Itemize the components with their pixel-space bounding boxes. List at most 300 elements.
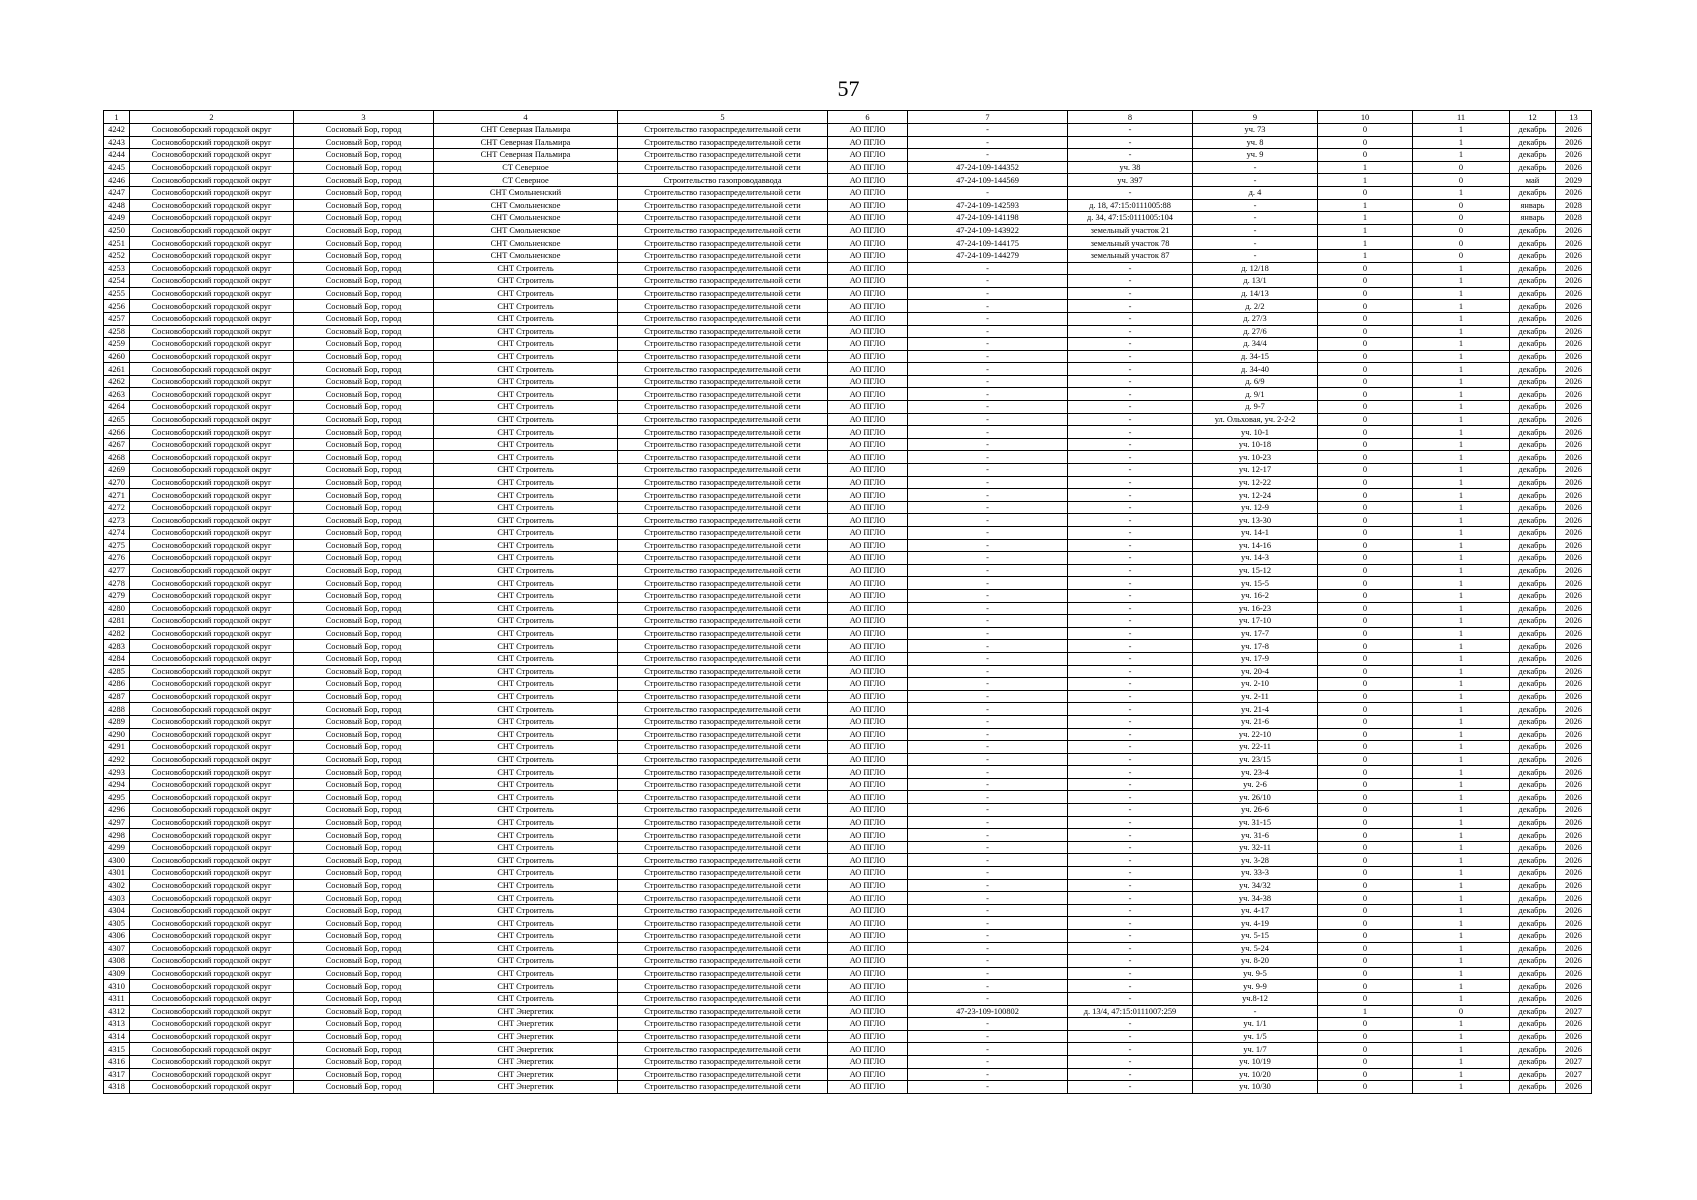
table-cell: 0 (1318, 778, 1413, 791)
table-cell: СНТ Смольненское (434, 224, 618, 237)
table-cell: - (908, 275, 1068, 288)
table-cell: - (908, 539, 1068, 552)
table-cell: 4268 (104, 451, 130, 464)
table-cell: уч. 14-16 (1193, 539, 1318, 552)
table-cell: - (1068, 275, 1193, 288)
table-cell: Сосновый Бор, город (294, 930, 434, 943)
table-cell: Строительство газораспределительной сети (618, 615, 828, 628)
table-cell: 1 (1413, 867, 1510, 880)
table-cell: 1 (1413, 942, 1510, 955)
table-cell: - (908, 1068, 1068, 1081)
table-cell: 2026 (1556, 413, 1592, 426)
table-cell: декабрь (1510, 1018, 1556, 1031)
table-cell: Сосновый Бор, город (294, 741, 434, 754)
table-cell: 2026 (1556, 325, 1592, 338)
table-cell: 4304 (104, 904, 130, 917)
table-cell: - (1193, 1005, 1318, 1018)
table-cell: АО ПГЛО (828, 1081, 908, 1094)
table-cell: Сосновый Бор, город (294, 1030, 434, 1043)
table-cell: 1 (1413, 325, 1510, 338)
column-header-7: 7 (908, 111, 1068, 124)
table-cell: 1 (1413, 753, 1510, 766)
table-cell: Сосновый Бор, город (294, 955, 434, 968)
table-cell: АО ПГЛО (828, 212, 908, 225)
table-cell: д. 13/1 (1193, 275, 1318, 288)
table-cell: АО ПГЛО (828, 174, 908, 187)
table-cell: - (1068, 124, 1193, 137)
table-cell: 1 (1413, 300, 1510, 313)
table-cell: 0 (1318, 879, 1413, 892)
table-cell: 0 (1318, 1068, 1413, 1081)
table-row (104, 312, 1592, 325)
table-cell: Сосновый Бор, город (294, 652, 434, 665)
table-cell: - (908, 741, 1068, 754)
table-cell: СНТ Строитель (434, 879, 618, 892)
table-cell: - (908, 980, 1068, 993)
table-cell: 4303 (104, 892, 130, 905)
table-cell: Строительство газораспределительной сети (618, 489, 828, 502)
table-cell: АО ПГЛО (828, 778, 908, 791)
table-cell: АО ПГЛО (828, 464, 908, 477)
table-cell: - (1068, 312, 1193, 325)
table-cell: 2026 (1556, 401, 1592, 414)
table-cell: Сосновый Бор, город (294, 867, 434, 880)
table-cell: - (1068, 854, 1193, 867)
table-cell: уч. 22-11 (1193, 741, 1318, 754)
table-cell: 0 (1413, 237, 1510, 250)
table-cell: 4311 (104, 992, 130, 1005)
table-cell: АО ПГЛО (828, 224, 908, 237)
table-cell: Строительство газораспределительной сети (618, 237, 828, 250)
table-cell: 2027 (1556, 1005, 1592, 1018)
table-cell: Сосновоборский городской округ (130, 149, 294, 162)
table-cell: 2026 (1556, 539, 1592, 552)
table-cell: СНТ Строитель (434, 388, 618, 401)
table-cell: Сосновый Бор, город (294, 174, 434, 187)
table-cell: - (908, 728, 1068, 741)
table-cell: 1 (1413, 904, 1510, 917)
table-cell: 4242 (104, 124, 130, 137)
table-cell: АО ПГЛО (828, 199, 908, 212)
table-cell: д. 34-40 (1193, 363, 1318, 376)
table-row (104, 892, 1592, 905)
table-cell: Строительство газораспределительной сети (618, 942, 828, 955)
table-cell: уч. 38 (1068, 161, 1193, 174)
table-cell: 0 (1413, 161, 1510, 174)
table-cell: - (908, 766, 1068, 779)
table-cell: Строительство газораспределительной сети (618, 1030, 828, 1043)
table-cell: декабрь (1510, 161, 1556, 174)
table-cell: декабрь (1510, 438, 1556, 451)
table-cell: 1 (1413, 804, 1510, 817)
table-cell: 0 (1318, 615, 1413, 628)
table-cell: СНТ Строитель (434, 312, 618, 325)
table-cell: Сосновоборский городской округ (130, 388, 294, 401)
table-cell: СНТ Строитель (434, 753, 618, 766)
table-cell: 0 (1318, 325, 1413, 338)
table-row (104, 917, 1592, 930)
table-cell: 0 (1413, 249, 1510, 262)
table-cell: АО ПГЛО (828, 401, 908, 414)
table-cell: - (1068, 1030, 1193, 1043)
table-cell: 1 (1413, 338, 1510, 351)
table-cell: 4286 (104, 678, 130, 691)
table-cell: Строительство газораспределительной сети (618, 124, 828, 137)
table-cell: СНТ Строитель (434, 804, 618, 817)
table-cell: декабрь (1510, 564, 1556, 577)
table-cell: АО ПГЛО (828, 753, 908, 766)
table-cell: 1 (1413, 602, 1510, 615)
table-cell: 2026 (1556, 589, 1592, 602)
table-cell: Строительство газораспределительной сети (618, 186, 828, 199)
table-cell: - (1068, 287, 1193, 300)
table-row (104, 401, 1592, 414)
table-cell: Сосновый Бор, город (294, 552, 434, 565)
table-row (104, 564, 1592, 577)
table-cell: 2026 (1556, 224, 1592, 237)
table-row (104, 602, 1592, 615)
table-cell: - (908, 476, 1068, 489)
table-cell: декабрь (1510, 1068, 1556, 1081)
table-cell: - (908, 438, 1068, 451)
table-cell: декабрь (1510, 249, 1556, 262)
table-cell: уч. 17-9 (1193, 652, 1318, 665)
table-cell: 4300 (104, 854, 130, 867)
table-cell: - (1068, 325, 1193, 338)
table-cell: 0 (1318, 917, 1413, 930)
table-cell: 1 (1413, 917, 1510, 930)
table-cell: - (1068, 413, 1193, 426)
table-cell: Сосновоборский городской округ (130, 1068, 294, 1081)
table-row (104, 577, 1592, 590)
table-cell: СНТ Строитель (434, 829, 618, 842)
table-row (104, 867, 1592, 880)
table-cell: 0 (1318, 464, 1413, 477)
table-row (104, 904, 1592, 917)
table-cell: 0 (1318, 728, 1413, 741)
table-cell: Сосновоборский городской округ (130, 577, 294, 590)
table-cell: Сосновый Бор, город (294, 879, 434, 892)
table-cell: 1 (1413, 388, 1510, 401)
table-cell: Строительство газораспределительной сети (618, 275, 828, 288)
table-cell: д. 12/18 (1193, 262, 1318, 275)
table-cell: 47-23-109-100802 (908, 1005, 1068, 1018)
table-cell: СНТ Строитель (434, 741, 618, 754)
table-cell: - (1068, 300, 1193, 313)
table-cell: 0 (1318, 930, 1413, 943)
table-row (104, 338, 1592, 351)
table-cell: декабрь (1510, 275, 1556, 288)
table-cell: Сосновоборский городской округ (130, 312, 294, 325)
table-cell: 4285 (104, 665, 130, 678)
table-cell: 4275 (104, 539, 130, 552)
table-row (104, 930, 1592, 943)
table-cell: 2026 (1556, 338, 1592, 351)
table-cell: СНТ Смольненское (434, 237, 618, 250)
table-cell: уч. 31-15 (1193, 816, 1318, 829)
table-cell: 0 (1318, 1043, 1413, 1056)
table-cell: 1 (1413, 451, 1510, 464)
table-cell: уч. 5-15 (1193, 930, 1318, 943)
table-cell: Сосновоборский городской округ (130, 715, 294, 728)
table-cell: декабрь (1510, 967, 1556, 980)
table-cell: Строительство газораспределительной сети (618, 589, 828, 602)
table-cell: Сосновоборский городской округ (130, 1043, 294, 1056)
table-cell: 1 (1413, 766, 1510, 779)
table-row (104, 829, 1592, 842)
table-cell: Сосновоборский городской округ (130, 703, 294, 716)
table-cell: АО ПГЛО (828, 854, 908, 867)
table-cell: СНТ Строитель (434, 904, 618, 917)
table-cell: АО ПГЛО (828, 161, 908, 174)
table-cell: Строительство газораспределительной сети (618, 464, 828, 477)
table-cell: АО ПГЛО (828, 804, 908, 817)
table-cell: СНТ Строитель (434, 917, 618, 930)
table-row (104, 640, 1592, 653)
table-cell: Сосновоборский городской округ (130, 564, 294, 577)
table-row (104, 287, 1592, 300)
table-row (104, 464, 1592, 477)
table-cell: 1 (1413, 892, 1510, 905)
table-cell: Сосновый Бор, город (294, 350, 434, 363)
table-cell: АО ПГЛО (828, 955, 908, 968)
table-cell: - (908, 312, 1068, 325)
table-cell: декабрь (1510, 904, 1556, 917)
table-cell: Сосновоборский городской округ (130, 262, 294, 275)
table-cell: декабрь (1510, 464, 1556, 477)
table-cell: 0 (1318, 627, 1413, 640)
column-header-4: 4 (434, 111, 618, 124)
table-cell: Сосновоборский городской округ (130, 363, 294, 376)
table-cell: 1 (1413, 552, 1510, 565)
table-cell: СНТ Строитель (434, 967, 618, 980)
table-cell: АО ПГЛО (828, 728, 908, 741)
table-cell: Сосновоборский городской округ (130, 237, 294, 250)
table-cell: декабрь (1510, 665, 1556, 678)
table-cell: - (908, 678, 1068, 691)
table-row (104, 438, 1592, 451)
table-cell: 1 (1413, 1018, 1510, 1031)
table-cell: 2026 (1556, 967, 1592, 980)
column-header-8: 8 (1068, 111, 1193, 124)
table-cell: Строительство газораспределительной сети (618, 665, 828, 678)
table-cell: - (1068, 1068, 1193, 1081)
table-cell: - (908, 501, 1068, 514)
table-cell: Строительство газораспределительной сети (618, 262, 828, 275)
table-cell: 0 (1318, 816, 1413, 829)
table-cell: - (908, 1081, 1068, 1094)
table-cell: - (1068, 1018, 1193, 1031)
table-cell: 4317 (104, 1068, 130, 1081)
table-cell: 2026 (1556, 124, 1592, 137)
table-cell: СНТ Северная Пальмира (434, 124, 618, 137)
table-cell: 0 (1413, 174, 1510, 187)
data-table (103, 110, 1592, 1094)
table-cell: АО ПГЛО (828, 149, 908, 162)
table-cell: Сосновый Бор, город (294, 451, 434, 464)
table-cell: 1 (1413, 149, 1510, 162)
table-cell: 2026 (1556, 237, 1592, 250)
table-cell: Строительство газораспределительной сети (618, 1055, 828, 1068)
column-header-6: 6 (828, 111, 908, 124)
table-cell: Сосновый Бор, город (294, 464, 434, 477)
table-cell: 1 (1413, 816, 1510, 829)
table-cell: Сосновоборский городской округ (130, 552, 294, 565)
table-cell: Строительство газораспределительной сети (618, 451, 828, 464)
table-cell: Сосновый Бор, город (294, 212, 434, 225)
table-cell: уч. 31-6 (1193, 829, 1318, 842)
table-cell: - (1068, 930, 1193, 943)
table-row (104, 615, 1592, 628)
table-cell: - (1068, 489, 1193, 502)
table-cell: 0 (1318, 350, 1413, 363)
table-row (104, 665, 1592, 678)
table-row (104, 413, 1592, 426)
table-cell: СНТ Энергетик (434, 1068, 618, 1081)
table-cell: Сосновоборский городской округ (130, 892, 294, 905)
table-cell: 2026 (1556, 980, 1592, 993)
table-cell: 4246 (104, 174, 130, 187)
table-cell: декабрь (1510, 640, 1556, 653)
table-cell: уч. 8 (1193, 136, 1318, 149)
table-row (104, 388, 1592, 401)
table-cell: 0 (1318, 854, 1413, 867)
table-cell: Строительство газораспределительной сети (618, 715, 828, 728)
table-cell: 4316 (104, 1055, 130, 1068)
table-cell: уч. 9-9 (1193, 980, 1318, 993)
table-cell: СНТ Строитель (434, 350, 618, 363)
table-cell: 2026 (1556, 1043, 1592, 1056)
table-cell: Сосновоборский городской округ (130, 955, 294, 968)
table-cell: Сосновый Бор, город (294, 514, 434, 527)
table-cell: Строительство газораспределительной сети (618, 753, 828, 766)
table-cell: - (908, 262, 1068, 275)
table-cell: - (908, 136, 1068, 149)
table-cell: 4290 (104, 728, 130, 741)
table-cell: 0 (1318, 690, 1413, 703)
table-cell: - (1068, 942, 1193, 955)
table-row (104, 942, 1592, 955)
table-cell: декабрь (1510, 804, 1556, 817)
table-cell: Сосновоборский городской округ (130, 841, 294, 854)
table-cell: 4264 (104, 401, 130, 414)
table-cell: 0 (1318, 527, 1413, 540)
table-cell: АО ПГЛО (828, 275, 908, 288)
table-cell: - (908, 804, 1068, 817)
table-cell: 0 (1318, 652, 1413, 665)
table-cell: - (1068, 375, 1193, 388)
table-cell: - (908, 489, 1068, 502)
column-header-12: 12 (1510, 111, 1556, 124)
table-cell: 4281 (104, 615, 130, 628)
table-cell: Сосновоборский городской округ (130, 426, 294, 439)
table-cell: Сосновый Бор, город (294, 401, 434, 414)
column-header-9: 9 (1193, 111, 1318, 124)
table-cell: 2026 (1556, 476, 1592, 489)
table-cell: Сосновоборский городской округ (130, 791, 294, 804)
table-cell: 0 (1318, 489, 1413, 502)
table-cell: 2026 (1556, 867, 1592, 880)
table-cell: 2026 (1556, 602, 1592, 615)
table-cell: 2026 (1556, 426, 1592, 439)
table-cell: СТ Северное (434, 161, 618, 174)
table-cell: 4256 (104, 300, 130, 313)
table-cell: СНТ Энергетик (434, 1081, 618, 1094)
table-cell: АО ПГЛО (828, 363, 908, 376)
table-cell: уч. 10/19 (1193, 1055, 1318, 1068)
table-cell: Сосновоборский городской округ (130, 992, 294, 1005)
table-cell: - (908, 552, 1068, 565)
table-cell: уч. 73 (1193, 124, 1318, 137)
table-cell: Строительство газораспределительной сети (618, 1043, 828, 1056)
table-cell: 0 (1318, 577, 1413, 590)
table-cell: - (908, 426, 1068, 439)
table-cell: 0 (1318, 539, 1413, 552)
table-cell: Строительство газораспределительной сети (618, 199, 828, 212)
table-cell: декабрь (1510, 917, 1556, 930)
table-cell: Строительство газораспределительной сети (618, 161, 828, 174)
table-cell: уч. 10/30 (1193, 1081, 1318, 1094)
table-cell: декабрь (1510, 426, 1556, 439)
table-cell: Сосновый Бор, город (294, 728, 434, 741)
table-cell: Сосновоборский городской округ (130, 829, 294, 842)
table-cell: 2026 (1556, 1030, 1592, 1043)
table-cell: 4308 (104, 955, 130, 968)
table-cell: 0 (1318, 1030, 1413, 1043)
table-cell: АО ПГЛО (828, 741, 908, 754)
table-cell: Сосновый Бор, город (294, 149, 434, 162)
table-row (104, 237, 1592, 250)
table-cell: 0 (1318, 804, 1413, 817)
table-cell: декабрь (1510, 124, 1556, 137)
table-cell: - (908, 753, 1068, 766)
table-cell: 2026 (1556, 665, 1592, 678)
table-cell: Строительство газораспределительной сети (618, 413, 828, 426)
table-cell: 2026 (1556, 615, 1592, 628)
table-cell: АО ПГЛО (828, 1055, 908, 1068)
table-cell: май (1510, 174, 1556, 187)
table-cell: 1 (1413, 438, 1510, 451)
table-cell: Строительство газораспределительной сети (618, 627, 828, 640)
table-cell: 4247 (104, 186, 130, 199)
table-cell: - (1068, 627, 1193, 640)
table-cell: 2028 (1556, 212, 1592, 225)
table-cell: декабрь (1510, 338, 1556, 351)
table-cell: 1 (1413, 1055, 1510, 1068)
table-cell: - (908, 350, 1068, 363)
table-cell: 1 (1413, 703, 1510, 716)
table-cell: Сосновый Бор, город (294, 186, 434, 199)
table-cell: Сосновоборский городской округ (130, 753, 294, 766)
table-cell: 2026 (1556, 678, 1592, 691)
table-cell: 2026 (1556, 552, 1592, 565)
table-cell: 2026 (1556, 854, 1592, 867)
table-cell: уч. 34/32 (1193, 879, 1318, 892)
table-cell: - (1193, 212, 1318, 225)
table-row (104, 174, 1592, 187)
table-cell: 2026 (1556, 640, 1592, 653)
table-cell: 4306 (104, 930, 130, 943)
table-cell: уч. 16-23 (1193, 602, 1318, 615)
table-cell: декабрь (1510, 627, 1556, 640)
table-cell: Сосновый Бор, город (294, 640, 434, 653)
table-cell: д. 6/9 (1193, 375, 1318, 388)
table-cell: - (908, 652, 1068, 665)
table-cell: СНТ Строитель (434, 489, 618, 502)
table-cell: АО ПГЛО (828, 942, 908, 955)
table-cell: Сосновый Бор, город (294, 275, 434, 288)
table-cell: Сосновоборский городской округ (130, 1030, 294, 1043)
